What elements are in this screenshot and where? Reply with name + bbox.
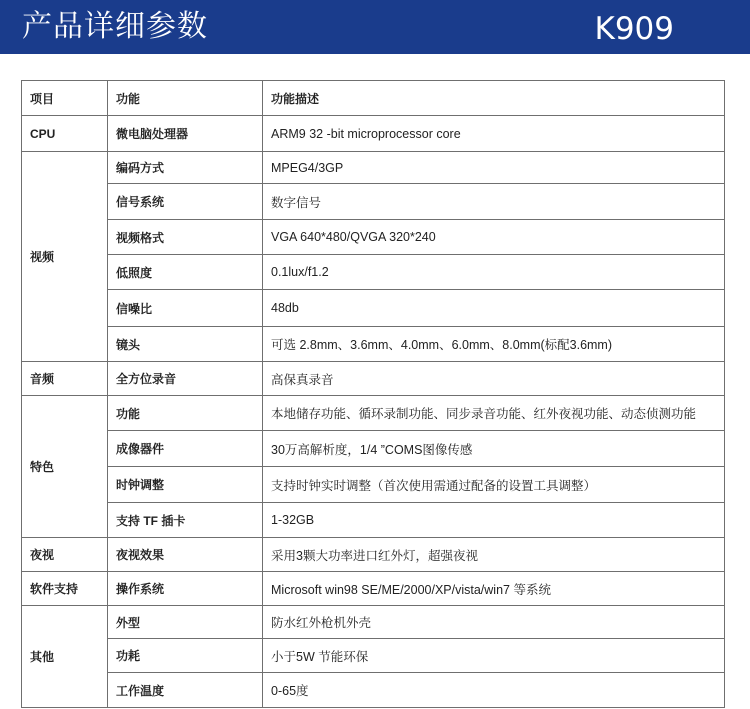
spec-table-body [22, 81, 725, 708]
table-row [22, 538, 725, 572]
category-cell: 音频 [22, 362, 108, 396]
function-cell: 低照度 [108, 255, 263, 290]
table-row [22, 152, 725, 184]
function-cell: 操作系统 [108, 572, 263, 606]
description-cell: 支持时钟实时调整（首次使用需通过配备的设置工具调整） [263, 467, 725, 503]
description-cell: ARM9 32 -bit microprocessor core [263, 116, 725, 152]
function-cell: 夜视效果 [108, 538, 263, 572]
table-row [22, 606, 725, 639]
table-row [22, 431, 725, 467]
description-cell: 本地储存功能、循环录制功能、同步录音功能、红外夜视功能、动态侦测功能 [263, 396, 725, 431]
function-cell: 成像器件 [108, 431, 263, 467]
model-number: K909 [594, 11, 674, 47]
description-cell: MPEG4/3GP [263, 152, 725, 184]
function-cell: 微电脑处理器 [108, 116, 263, 152]
function-cell: 功能 [108, 396, 263, 431]
page-title: 产品详细参数 [22, 9, 208, 44]
function-cell: 信噪比 [108, 290, 263, 327]
column-header-description: 功能描述 [263, 81, 725, 116]
table-row [22, 639, 725, 673]
function-cell: 支持 TF 插卡 [108, 503, 263, 538]
table-row [22, 290, 725, 327]
column-header-function: 功能 [108, 81, 263, 116]
category-cell: 特色 [22, 396, 108, 538]
description-cell: 48db [263, 290, 725, 327]
table-row [22, 184, 725, 220]
table-row [22, 572, 725, 606]
header-banner [0, 0, 750, 54]
description-cell: 高保真录音 [263, 362, 725, 396]
description-cell: 数字信号 [263, 184, 725, 220]
table-header-row [22, 81, 725, 116]
table-row [22, 327, 725, 362]
description-cell: 1-32GB [263, 503, 725, 538]
category-cell: 夜视 [22, 538, 108, 572]
description-cell: VGA 640*480/QVGA 320*240 [263, 220, 725, 255]
description-cell: Microsoft win98 SE/ME/2000/XP/vista/win7 等系统 [263, 572, 725, 606]
function-cell: 视频格式 [108, 220, 263, 255]
column-header-item: 项目 [22, 81, 108, 116]
function-cell: 工作温度 [108, 673, 263, 708]
table-row [22, 396, 725, 431]
category-cell: 软件支持 [22, 572, 108, 606]
function-cell: 功耗 [108, 639, 263, 673]
category-cell: 其他 [22, 606, 108, 708]
table-row [22, 255, 725, 290]
description-cell: 采用3颗大功率进口红外灯，超强夜视 [263, 538, 725, 572]
description-cell: 小于5W 节能环保 [263, 639, 725, 673]
description-cell: 防水红外枪机外壳 [263, 606, 725, 639]
description-cell: 30万高解析度，1/4 ”COMS图像传感 [263, 431, 725, 467]
function-cell: 镜头 [108, 327, 263, 362]
table-row [22, 362, 725, 396]
table-row [22, 673, 725, 708]
description-cell: 0-65度 [263, 673, 725, 708]
category-cell: CPU [22, 116, 108, 152]
table-row [22, 220, 725, 255]
description-cell: 0.1lux/f1.2 [263, 255, 725, 290]
table-row [22, 116, 725, 152]
category-cell: 视频 [22, 152, 108, 362]
function-cell: 信号系统 [108, 184, 263, 220]
function-cell: 外型 [108, 606, 263, 639]
description-cell: 可选 2.8mm、3.6mm、4.0mm、6.0mm、8.0mm(标配3.6mm) [263, 327, 725, 362]
spec-table [21, 80, 725, 708]
function-cell: 时钟调整 [108, 467, 263, 503]
function-cell: 编码方式 [108, 152, 263, 184]
table-row [22, 467, 725, 503]
table-row [22, 503, 725, 538]
function-cell: 全方位录音 [108, 362, 263, 396]
